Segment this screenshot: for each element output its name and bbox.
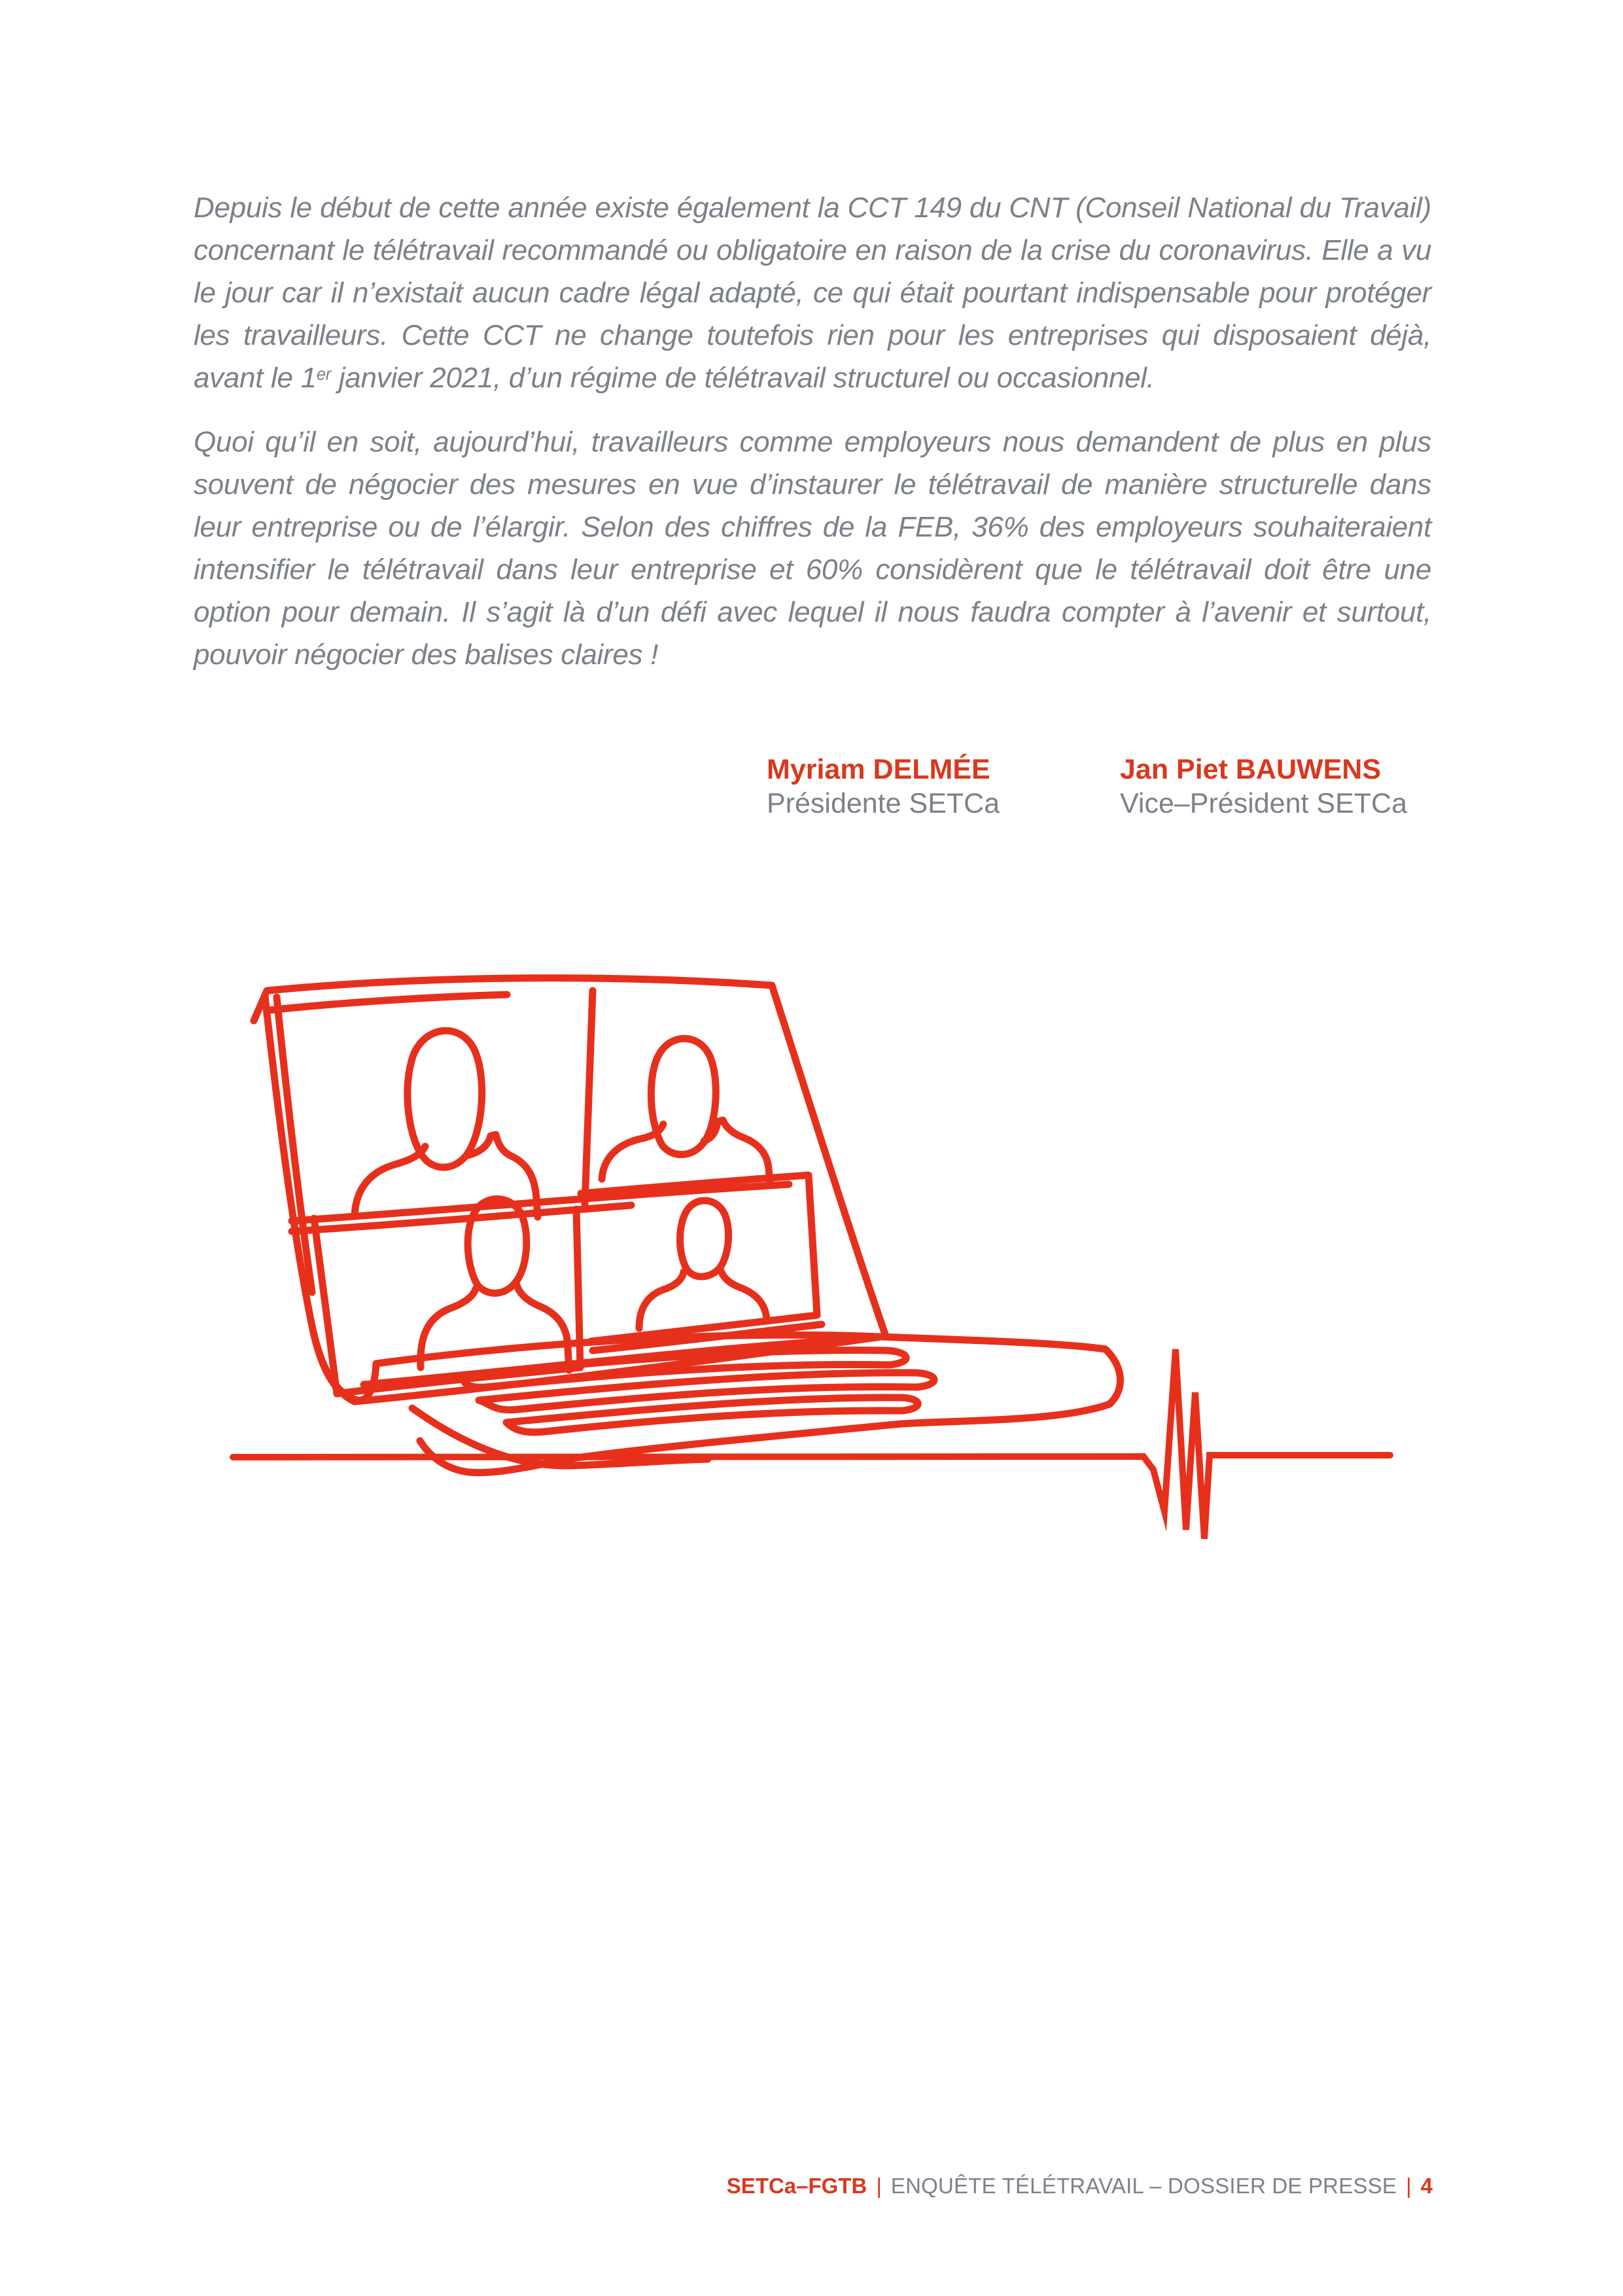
- keyboard-streak-3: [506, 1398, 918, 1432]
- tile-divider-horizontal-double: [292, 1205, 631, 1231]
- page-footer: [727, 2174, 1433, 2199]
- tile-divider-horizontal: [292, 1184, 789, 1221]
- heartbeat-pulse-line: [233, 1349, 1390, 1539]
- footer-page-number: 4: [1420, 2174, 1433, 2198]
- participant-2-head: [651, 1038, 716, 1154]
- tile-bottom-left-border: [314, 1209, 580, 1394]
- superscript-ordinal: er: [316, 365, 331, 384]
- footer-doc-title: ENQUÊTE TÉLÉTRAVAIL – DOSSIER DE PRESSE: [890, 2174, 1397, 2198]
- participant-3-head: [468, 1199, 527, 1293]
- participant-1-shoulder-right: [467, 1135, 538, 1217]
- tile-bottom-right-border: [581, 1175, 817, 1341]
- signatory-2: [1120, 752, 1407, 821]
- participant-3-shoulder-right: [517, 1285, 569, 1370]
- footer-brand: SETCa–FGTB: [726, 2174, 867, 2198]
- paragraph-1-text-after: janvier 2021, d’un régime de télétravail structurel ou occasionnel.: [330, 362, 1155, 394]
- participant-4-shoulder-left: [639, 1272, 684, 1328]
- body-paragraph-2: Quoi qu’il en soit, aujourd’hui, travailleurs comme employeurs nous demandent de plus en plus souvent de négocier des mesures en vue d’instaurer le télétravail de manière structurelle dans leur entreprise ou de l’élargir. Selon des chiffres de la FEB, 36% des employeurs souhaiteraient intensifier le télétravail dans leur entreprise et 60% considèrent que le télétravail doit être une option pour demain. Il s’agit là d’un défi avec lequel il nous faudra compter à l’avenir et surtout, pouvoir négocier des balises claires !: [194, 426, 1431, 671]
- body-paragraph-1: [194, 186, 1431, 399]
- signatory-title: Vice–Président SETCa: [1120, 788, 1407, 819]
- participant-4-head: [680, 1201, 729, 1277]
- screen-left-edge: [265, 996, 355, 1402]
- participant-2-shoulder-right: [704, 1120, 770, 1182]
- screen-left-edge-double: [277, 997, 312, 1292]
- keyboard-streak-1: [464, 1351, 907, 1388]
- body-text-block: [194, 186, 1431, 676]
- signatory-title: Présidente SETCa: [767, 788, 1000, 819]
- participant-2-shoulder-left: [602, 1124, 663, 1179]
- footer-separator-1: |: [876, 2174, 882, 2198]
- signatory-name: Myriam DELMÉE: [767, 754, 990, 785]
- screen-bottom-edge: [355, 1336, 886, 1402]
- base-cross-line: [412, 1408, 708, 1466]
- hinge-line: [364, 1339, 858, 1385]
- base-outline: [313, 1332, 1121, 1424]
- paragraph-1-text: Depuis le début de cette année existe également la CCT 149 du CNT (Conseil National du Travail) concernant le télétravail recommandé ou obligatoire en raison de la crise du coronavirus. Elle a vu le jour car il n’existait aucun cadre légal adapté, ce qui était pourtant indispensable pour protéger les travailleurs. Cette CCT ne change toutefois rien pour les entreprises qui disposaient déjà, avant le 1: [194, 192, 1431, 394]
- footer-separator-2: |: [1406, 2174, 1412, 2198]
- keyboard-streak-2: [479, 1373, 934, 1410]
- base-bottom-edge: [420, 1424, 901, 1473]
- signatory-name: Jan Piet BAUWENS: [1120, 754, 1382, 785]
- screen-top-edge-double: [268, 995, 507, 1010]
- tile-bottom-right-border-double: [593, 1324, 822, 1351]
- participant-1-shoulder-left: [355, 1146, 425, 1216]
- tile-divider-vertical: [585, 991, 593, 1204]
- participant-4-shoulder-right: [721, 1271, 767, 1319]
- participant-1-head: [408, 1031, 482, 1167]
- signatory-1: [767, 752, 1000, 821]
- screen-top-edge: [254, 978, 886, 1336]
- participant-3-shoulder-left: [421, 1289, 476, 1368]
